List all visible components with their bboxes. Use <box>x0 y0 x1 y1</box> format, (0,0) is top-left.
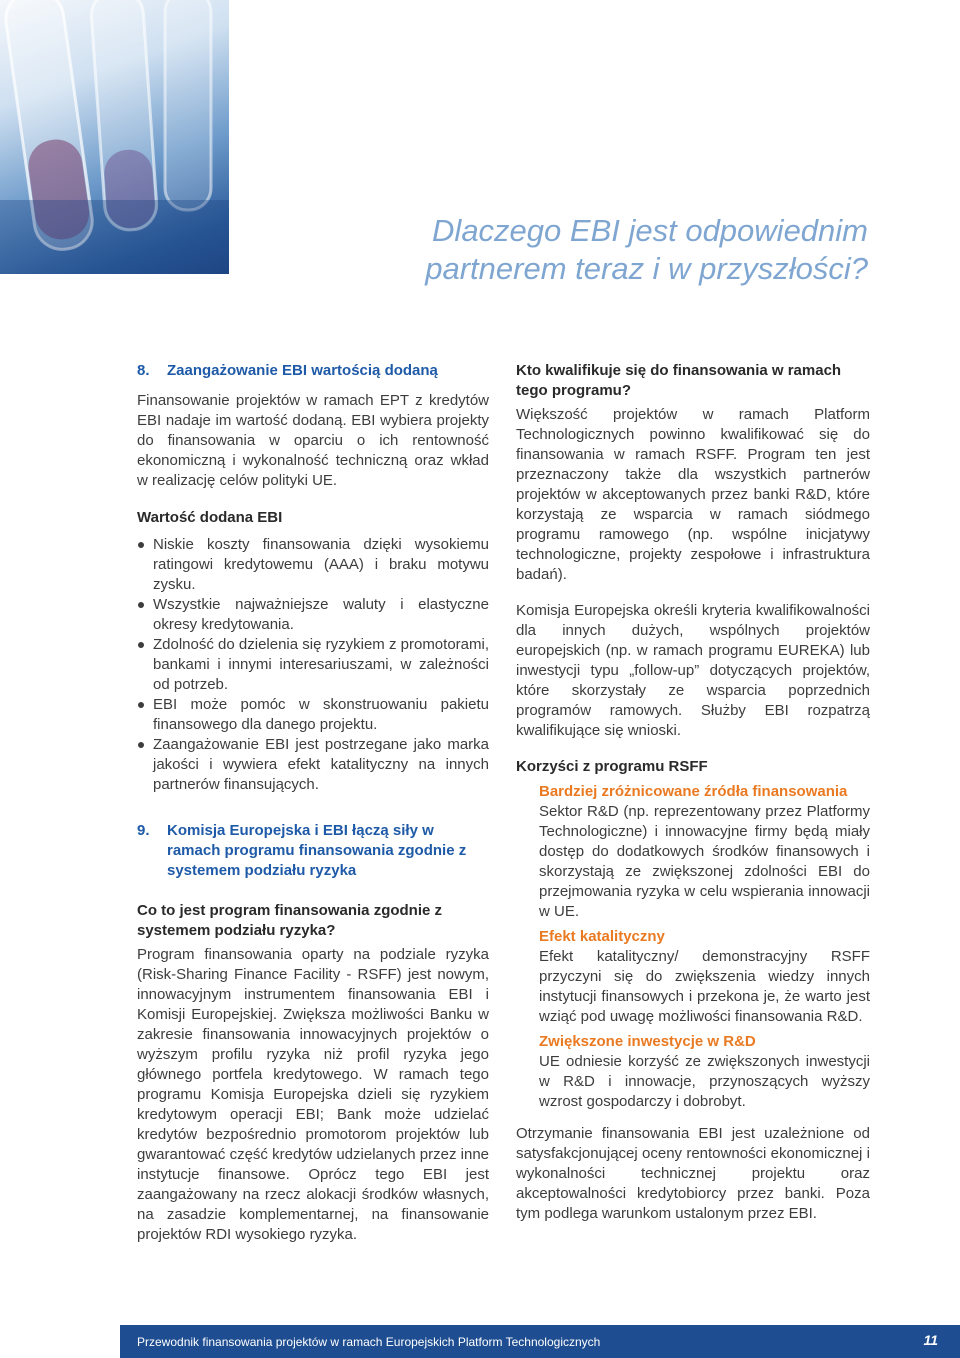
page-number: 11 <box>923 1332 938 1348</box>
left-column <box>137 361 489 1245</box>
rsff-body: Program finansowania oparty na podziale ryzyka (Risk-Sharing Finance Facility - RSFF) jest nowym, innowacyjnym instrumentem finansowania EBI i Komisji Europejskiej. Zwiększa możliwości Banku w zakresie finansowania innowacyjnych projektów o wyższym profilu ryzyka niż profil ryzyka jego głównego portfela kredytowego. W ramach tego programu Komisja Europejska dzieli się ryzykiem kredytowym operacji EBI; Bank może udzielać kredytów bezpośrednio promotorom projektów lub gwarantować część kredytów udzielanych przez inne instytucje finansowe. Oprócz tego EBI jest zaangażowany na rzecz alokacji środków własnych, na zasadzie komplementarnej, na finansowanie projektów RDI wysokiego ryzyka. <box>137 946 489 1243</box>
benefit-2-heading: Efekt katalityczny <box>539 928 665 945</box>
section-9-number: 9. <box>137 822 150 839</box>
added-value-heading: Wartość dodana EBI <box>137 509 283 526</box>
section-8-body: Finansowanie projektów w ramach EPT z kredytów EBI nadaje im wartość dodaną. EBI wybiera projekty do finansowania w oparciu o ich rentowność ekonomiczną i wykonalność techniczną oraz wkład w realizację celów polityki UE. <box>137 392 489 489</box>
section-8-title: Zaangażowanie EBI wartością dodaną <box>167 362 438 379</box>
section-9-title: Komisja Europejska i EBI łączą siły w ramach programu finansowania zgodnie z systemem podziału ryzyka <box>167 822 467 879</box>
benefit-3-body: UE odniesie korzyść ze zwiększonych inwestycji w R&D i innowacje, przynoszących wyższy wzrost gospodarczy i dobrobyt. <box>539 1053 870 1110</box>
list-item: EBI może pomóc w skonstruowaniu pakietu finansowego dla danego projektu. <box>137 695 489 735</box>
closing-body: Otrzymanie finansowania EBI jest uzależnione od satysfakcjonującej oceny rentowności ekonomicznej i wykonalności technicznej projektu oraz akceptowalności kredytobiorcy przez banki. Poza tym podlega warunkom ustalonym przez EBI. <box>516 1125 870 1222</box>
benefits-list <box>516 782 870 1112</box>
list-item: Zaangażowanie EBI jest postrzegane jako marka jakości i wywiera efekt katalityczny na innych partnerów finansujących. <box>137 735 489 795</box>
list-item: Wszystkie najważniejsze waluty i elastyczne okresy kredytowania. <box>137 595 489 635</box>
section-8-number: 8. <box>137 362 150 379</box>
eligibility-heading: Kto kwalifikuje się do finansowania w ramach tego programu? <box>516 362 842 399</box>
page-title-line-2: partnerem teraz i w przyszłości? <box>425 251 868 286</box>
eligibility-body: Większość projektów w ramach Platform Technologicznych powinno kwalifikować się do finansowania w ramach RSFF. Program ten jest przeznaczony także dla wszystkich partnerów projektów w akceptowanych przez banki R&D, które korzystają ze wsparcia w ramach siódmego programu ramowego (np. wspólne inicjatywy technologiczne, projekty zespołowe i infrastruktura badań). <box>516 406 870 583</box>
benefit-1-heading: Bardziej zróżnicowane źródła finansowania <box>539 783 848 800</box>
page-title <box>425 212 868 288</box>
footer-text: Przewodnik finansowania projektów w ramach Europejskich Platform Technologicznych <box>137 1335 601 1349</box>
list-item: Zdolność do dzielenia się ryzykiem z promotorami, bankami i innymi interesariuszami, w zależności od potrzeb. <box>137 635 489 695</box>
test-tubes-photo <box>0 0 229 274</box>
section-8-heading <box>137 361 489 381</box>
benefit-1-body: Sektor R&D (np. reprezentowany przez Platformy Technologiczne) i innowacyjne firmy będą miały dostęp do dodatkowych środków finansowych i skorzystają ze zwiększonej zdolności EBI do przejmowania ryzyka w celu wspierania innowacji w UE. <box>539 803 870 920</box>
footer-bar <box>120 1325 960 1358</box>
right-column <box>516 361 870 1224</box>
page-title-line-1: Dlaczego EBI jest odpowiednim <box>432 213 868 248</box>
rsff-question-heading: Co to jest program finansowania zgodnie z systemem podziału ryzyka? <box>137 902 443 939</box>
benefit-2-body: Efekt katalityczny/ demonstracyjny RSFF przyczyni się do zwiększenia wiedzy innych instytucji finansowych i przekona je, że warto jest wziąć pod uwagę możliwości finansowania R&D. <box>539 948 870 1025</box>
test-tubes-illustration <box>0 0 229 274</box>
commission-body: Komisja Europejska określi kryteria kwalifikowalności dla innych dużych, wspólnych projektów europejskich (np. w ramach programu EUREKA) lub inwestycji typu „follow-up” dotyczących projektów, które skorzystały ze wsparcia poprzednich programów ramowych. Służby EBI rozpatrzą kwalifikujące się wnioski. <box>516 602 870 739</box>
list-item: Niskie koszty finansowania dzięki wysokiemu ratingowi kredytowemu (AAA) i braku motywu zysku. <box>137 535 489 595</box>
benefits-heading: Korzyści z programu RSFF <box>516 758 708 775</box>
benefit-3-heading: Zwiększone inwestycje w R&D <box>539 1033 756 1050</box>
added-value-list <box>137 535 489 795</box>
section-9-heading <box>137 821 489 881</box>
